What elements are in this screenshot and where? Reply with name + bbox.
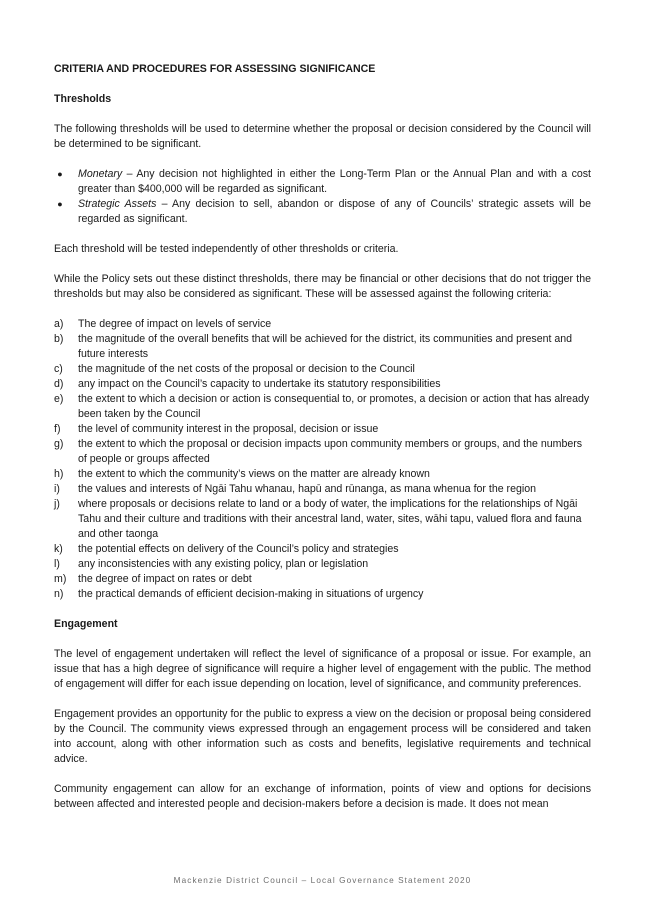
bullet-text: – Any decision not highlighted in either the Long-Term Plan or the Annual Plan and with a cost greater than $400,000 will be regarded as significant. xyxy=(78,168,591,195)
criteria-letter: i) xyxy=(54,483,60,495)
engagement-heading: Engagement xyxy=(54,618,118,630)
bullet-term: Strategic Assets xyxy=(78,198,157,210)
bullet-term: Monetary xyxy=(78,168,123,180)
engagement-paragraph-2: Engagement provides an opportunity for the public to express a view on the decision or proposal being considered by the Council. The community views expressed through an engagement process will be considered and taken into account, along with other information such as costs and benefits, legislative requirements and technical advice. xyxy=(54,708,591,765)
criteria-item xyxy=(54,392,591,422)
criteria-letter: l) xyxy=(54,558,60,570)
criteria-item xyxy=(54,362,591,377)
criteria-text: any inconsistencies with any existing policy, plan or legislation xyxy=(78,558,369,570)
intro-paragraph: The following thresholds will be used to determine whether the proposal or decision considered by the Council will be determined to be significant. xyxy=(54,123,591,150)
criteria-letter: c) xyxy=(54,363,63,375)
criteria-item xyxy=(54,482,591,497)
criteria-item xyxy=(54,542,591,557)
criteria-item xyxy=(54,467,591,482)
criteria-text: the potential effects on delivery of the Council’s policy and strategies xyxy=(78,543,399,555)
criteria-item xyxy=(54,587,591,602)
bullet-dot-icon: ● xyxy=(57,169,63,179)
criteria-letter: e) xyxy=(54,393,64,405)
criteria-text: the extent to which a decision or action is consequential to, or promotes, a decision or action that has already been taken by the Council xyxy=(78,393,590,420)
criteria-text: The degree of impact on levels of service xyxy=(78,318,272,330)
criteria-item xyxy=(54,332,591,362)
criteria-letter: b) xyxy=(54,333,64,345)
criteria-item xyxy=(54,572,591,587)
independence-paragraph: Each threshold will be tested independently of other thresholds or criteria. xyxy=(54,243,399,255)
bullet-item-monetary xyxy=(54,167,591,197)
bullet-text: – Any decision to sell, abandon or dispose of any of Councils’ strategic assets will be regarded as significant. xyxy=(78,198,591,225)
criteria-letter: d) xyxy=(54,378,64,390)
bullet-item-strategic-assets xyxy=(54,197,591,227)
criteria-text: the degree of impact on rates or debt xyxy=(78,573,252,585)
criteria-text: the values and interests of Ngāi Tahu whanau, hapū and rūnanga, as mana whenua for the region xyxy=(78,483,537,495)
page-footer: Mackenzie District Council – Local Governance Statement 2020 xyxy=(173,876,472,885)
criteria-text: the extent to which the proposal or decision impacts upon community members or groups, and the numbers of people or groups affected xyxy=(78,438,583,465)
criteria-text: the magnitude of the net costs of the proposal or decision to the Council xyxy=(78,363,415,375)
criteria-text: the extent to which the community’s views on the matter are already known xyxy=(78,468,430,480)
criteria-letter: j) xyxy=(54,498,60,510)
criteria-letter: f) xyxy=(54,423,61,435)
criteria-letter: h) xyxy=(54,468,64,480)
criteria-item xyxy=(54,422,591,437)
criteria-text: the magnitude of the overall benefits that will be achieved for the district, its communities and present and future interests xyxy=(78,333,573,360)
criteria-item xyxy=(54,317,591,332)
document-body xyxy=(54,62,591,812)
document-title: CRITERIA AND PROCEDURES FOR ASSESSING SIGNIFICANCE xyxy=(54,63,376,75)
policy-paragraph: While the Policy sets out these distinct thresholds, there may be financial or other decisions that do not trigger the thresholds but may also be considered as significant. These will be assessed against the following criteria: xyxy=(54,273,591,300)
engagement-paragraph-1: The level of engagement undertaken will reflect the level of significance of a proposal or issue. For example, an issue that has a high degree of significance will require a higher level of engagement with the public. The method of engagement will differ for each issue depending on location, level of significance, and community preferences. xyxy=(54,648,591,690)
criteria-item xyxy=(54,377,591,392)
threshold-bullet-list xyxy=(54,167,591,227)
thresholds-heading: Thresholds xyxy=(54,93,112,105)
criteria-letter: m) xyxy=(54,573,67,585)
criteria-item xyxy=(54,497,591,542)
criteria-text: any impact on the Council’s capacity to undertake its statutory responsibilities xyxy=(78,378,441,390)
criteria-text: the level of community interest in the proposal, decision or issue xyxy=(78,423,379,435)
criteria-letter: g) xyxy=(54,438,64,450)
criteria-item xyxy=(54,557,591,572)
criteria-letter: k) xyxy=(54,543,63,555)
criteria-list xyxy=(54,317,591,602)
criteria-text: the practical demands of efficient decision-making in situations of urgency xyxy=(78,588,424,600)
criteria-letter: n) xyxy=(54,588,64,600)
criteria-item xyxy=(54,437,591,467)
engagement-paragraph-3: Community engagement can allow for an exchange of information, points of view and options for decisions between affected and interested people and decision-makers before a decision is made. It does not mean xyxy=(54,783,591,810)
criteria-letter: a) xyxy=(54,318,64,330)
bullet-dot-icon: ● xyxy=(57,199,63,209)
criteria-text: where proposals or decisions relate to land or a body of water, the implications for the relationships of Ngāi Tahu and their culture and traditions with their ancestral land, water, sites, wāhi tapu, valued flora and fauna and other taonga xyxy=(78,498,582,540)
